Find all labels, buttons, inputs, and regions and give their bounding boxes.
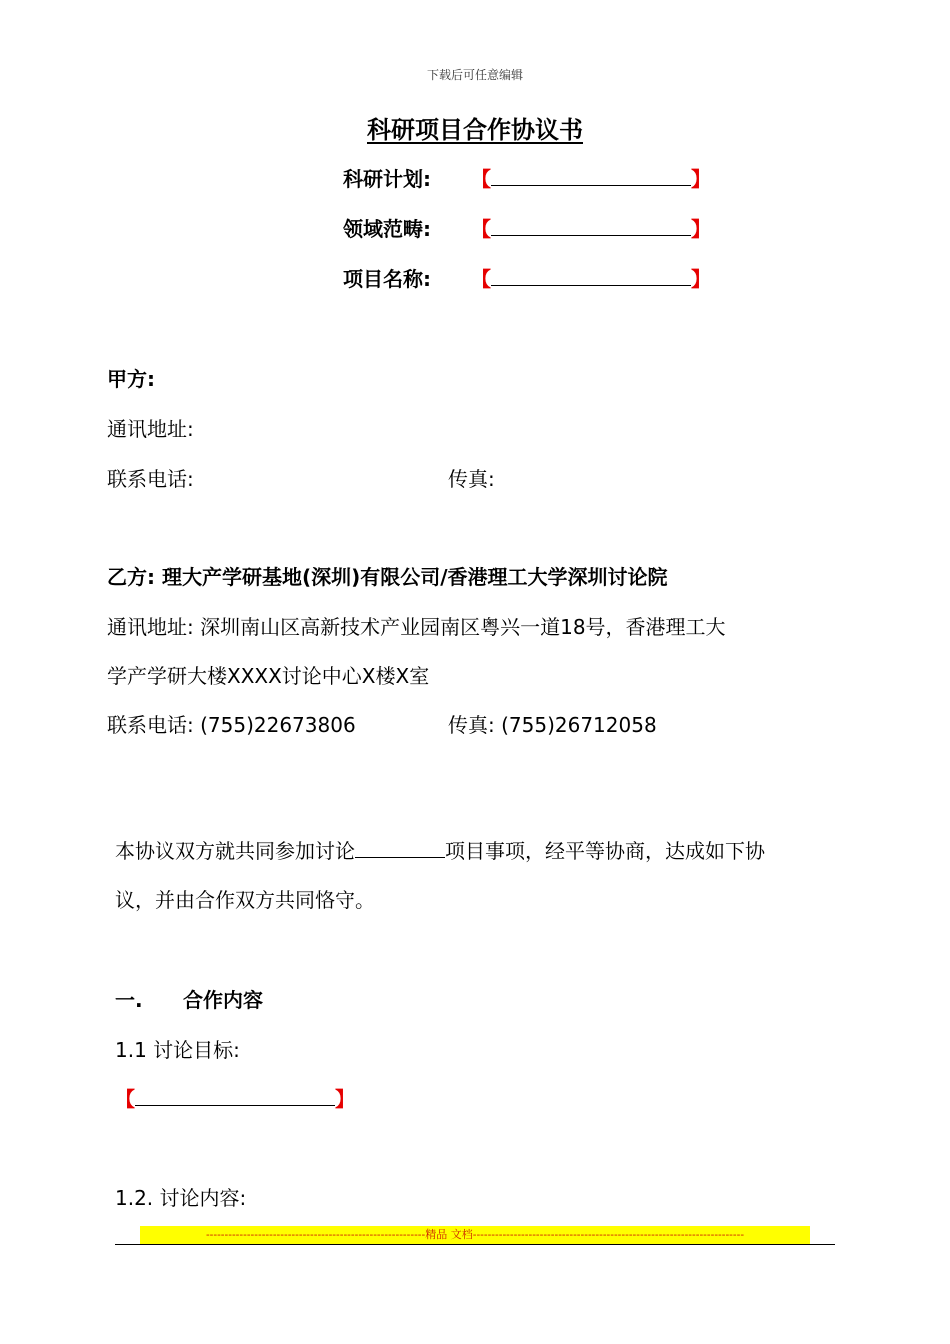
field-label: 项目名称:: [343, 267, 431, 291]
bracket-close: 】: [691, 167, 711, 191]
field-research-plan: [343, 163, 711, 192]
party-a-heading: 甲方:: [107, 367, 155, 391]
bracket-close: 】: [691, 217, 711, 241]
bracket-open: 【: [471, 167, 491, 191]
field-label: 领域范畴:: [343, 217, 431, 241]
footer-banner: -----------------------------------------------------------精品 文档-------------------------------------------------------------------------: [140, 1226, 810, 1244]
research-goal-field: [115, 1083, 355, 1112]
blank-line: [491, 267, 691, 286]
title-text: 科研项目合作协议书: [367, 116, 583, 144]
field-domain-scope: [343, 213, 711, 242]
party-a-address-label: 通讯地址:: [107, 417, 194, 441]
bracket-close: 】: [691, 267, 711, 291]
intro-line2: 议，并由合作双方共同恪守。: [115, 888, 375, 912]
bracket-close: 】: [335, 1087, 355, 1111]
blank-field[interactable]: [115, 1087, 355, 1111]
bracket-open: 【: [115, 1087, 135, 1111]
footer-divider: [115, 1244, 835, 1245]
blank-field[interactable]: [471, 217, 711, 241]
blank-line: [491, 167, 691, 186]
party-b-phone: 联系电话: (755)22673806: [107, 713, 356, 737]
blank-line: [491, 217, 691, 236]
party-b-address-line2: 学产学研大楼XXXX讨论中心X楼X室: [107, 664, 430, 688]
document-title: [0, 110, 950, 145]
party-b-fax: 传真: (755)26712058: [448, 713, 657, 737]
party-a-phone-label: 联系电话:: [107, 467, 194, 491]
bracket-open: 【: [471, 267, 491, 291]
item-1-1: 1.1 讨论目标:: [115, 1038, 240, 1062]
bracket-open: 【: [471, 217, 491, 241]
intro-text-part1: 本协议双方就共同参加讨论: [115, 839, 355, 863]
party-b-address-line1: 通讯地址: 深圳南山区高新技术产业园南区粤兴一道18号，香港理工大: [107, 615, 726, 639]
intro-text-part2: 项目事项，经平等协商，达成如下协: [445, 839, 765, 863]
field-label: 科研计划:: [343, 167, 431, 191]
party-a-fax-label: 传真:: [448, 467, 495, 491]
blank-field[interactable]: [471, 167, 711, 191]
blank-line: [135, 1087, 335, 1106]
blank-field[interactable]: [471, 267, 711, 291]
project-blank[interactable]: [355, 839, 445, 858]
party-b-heading: 乙方: 理大产学研基地(深圳)有限公司/香港理工大学深圳讨论院: [107, 565, 668, 589]
section-number: 一.: [115, 988, 143, 1012]
field-project-name: [343, 263, 711, 292]
intro-line1: [115, 835, 765, 864]
section-title: 合作内容: [183, 988, 263, 1012]
item-1-2: 1.2. 讨论内容:: [115, 1186, 247, 1210]
header-note: 下载后可任意编辑: [426, 68, 523, 82]
